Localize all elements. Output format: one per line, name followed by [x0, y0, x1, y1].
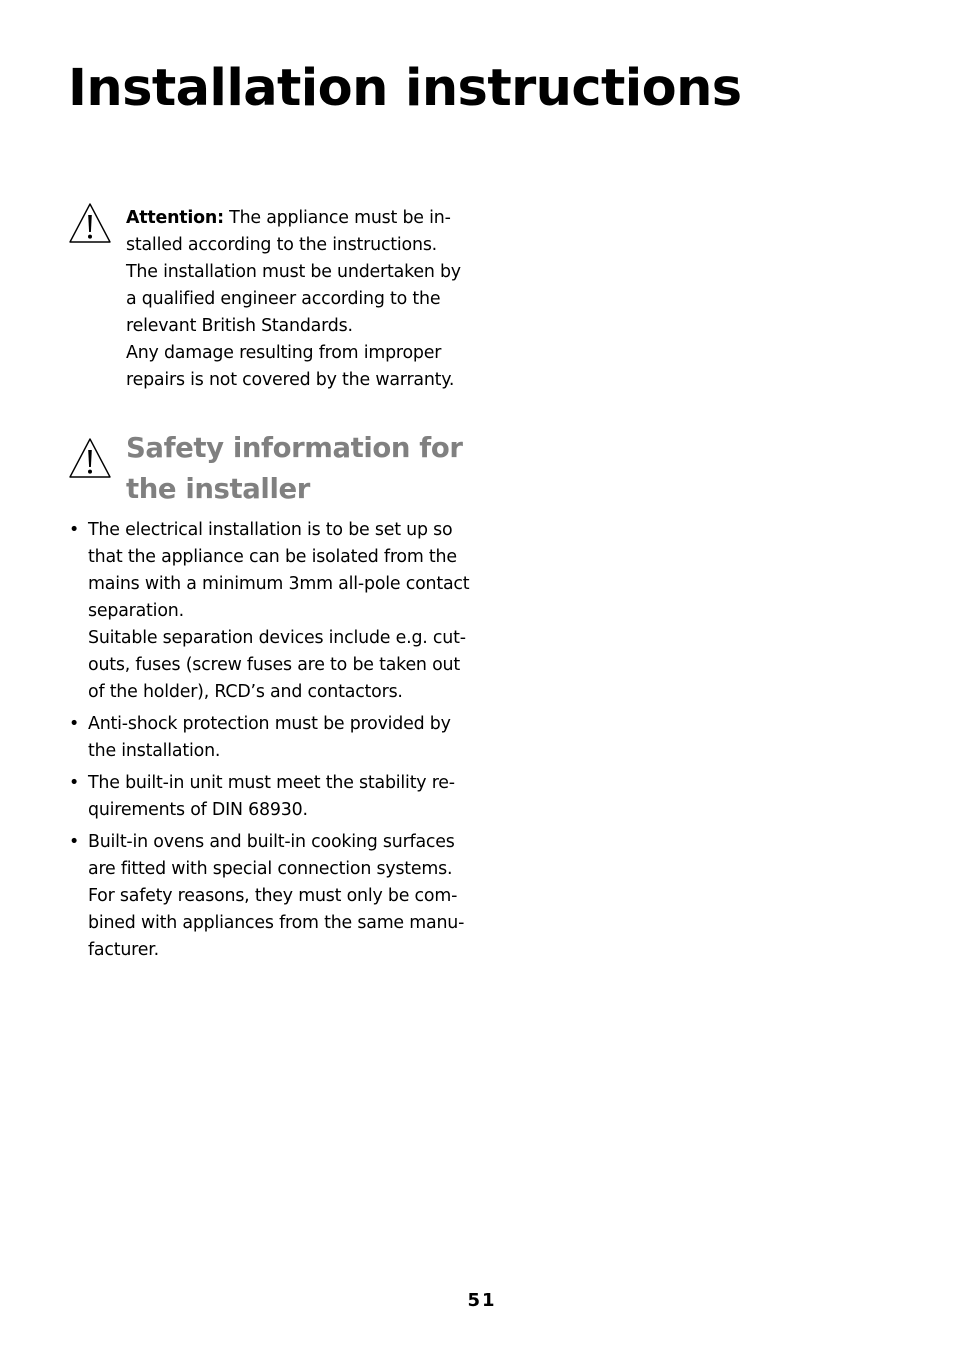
list-item-line: facturer.	[88, 940, 159, 960]
list-item-line: outs, fuses (screw fuses are to be taken out	[88, 655, 460, 675]
warning-triangle-icon	[68, 437, 112, 479]
list-item-line: of the holder), RCD’s and contactors.	[88, 682, 403, 702]
list-item-line: The built-in unit must meet the stability re-	[88, 773, 455, 793]
list-item-line: For safety reasons, they must only be com-	[88, 886, 458, 906]
list-item	[68, 829, 488, 964]
section-heading	[126, 428, 486, 510]
attention-first-line-text: The appliance must be in-	[223, 208, 451, 228]
attention-line: Any damage resulting from improper	[126, 343, 442, 363]
list-item-line: that the appliance can be isolated from the	[88, 547, 457, 567]
list-item-line: Anti-shock protection must be provided by	[88, 714, 451, 734]
list-item	[68, 711, 488, 765]
attention-notice	[126, 205, 472, 394]
page-number: 51	[467, 1290, 497, 1311]
bullet-icon: •	[69, 714, 80, 734]
bullet-icon: •	[69, 773, 80, 793]
list-item-line: are fitted with special connection systems.	[88, 859, 453, 879]
list-item-line: The electrical installation is to be set up so	[88, 520, 453, 540]
safety-bullet-list	[68, 517, 488, 969]
list-item	[68, 517, 488, 706]
page-title: Installation instructions	[68, 59, 742, 118]
list-item	[68, 770, 488, 824]
warning-triangle-icon	[68, 202, 112, 244]
list-item-line: mains with a minimum 3mm all-pole contact	[88, 574, 470, 594]
section-heading-line: Safety information for	[126, 432, 463, 464]
attention-line: a qualified engineer according to the	[126, 289, 441, 309]
attention-first-line	[126, 205, 472, 232]
section-heading-line: the installer	[126, 473, 310, 505]
attention-line: stalled according to the instructions.	[126, 235, 438, 255]
list-item-line: the installation.	[88, 741, 221, 761]
list-item-line: quirements of DIN 68930.	[88, 800, 308, 820]
attention-label: Attention:	[126, 208, 224, 228]
attention-line: relevant British Standards.	[126, 316, 353, 336]
bullet-icon: •	[69, 832, 80, 852]
list-item-line: Built-in ovens and built-in cooking surfaces	[88, 832, 455, 852]
attention-line: repairs is not covered by the warranty.	[126, 370, 455, 390]
bullet-icon: •	[69, 520, 80, 540]
list-item-line: bined with appliances from the same manu-	[88, 913, 465, 933]
list-item-line: Suitable separation devices include e.g. cut-	[88, 628, 466, 648]
attention-line: The installation must be undertaken by	[126, 262, 461, 282]
list-item-line: separation.	[88, 601, 184, 621]
